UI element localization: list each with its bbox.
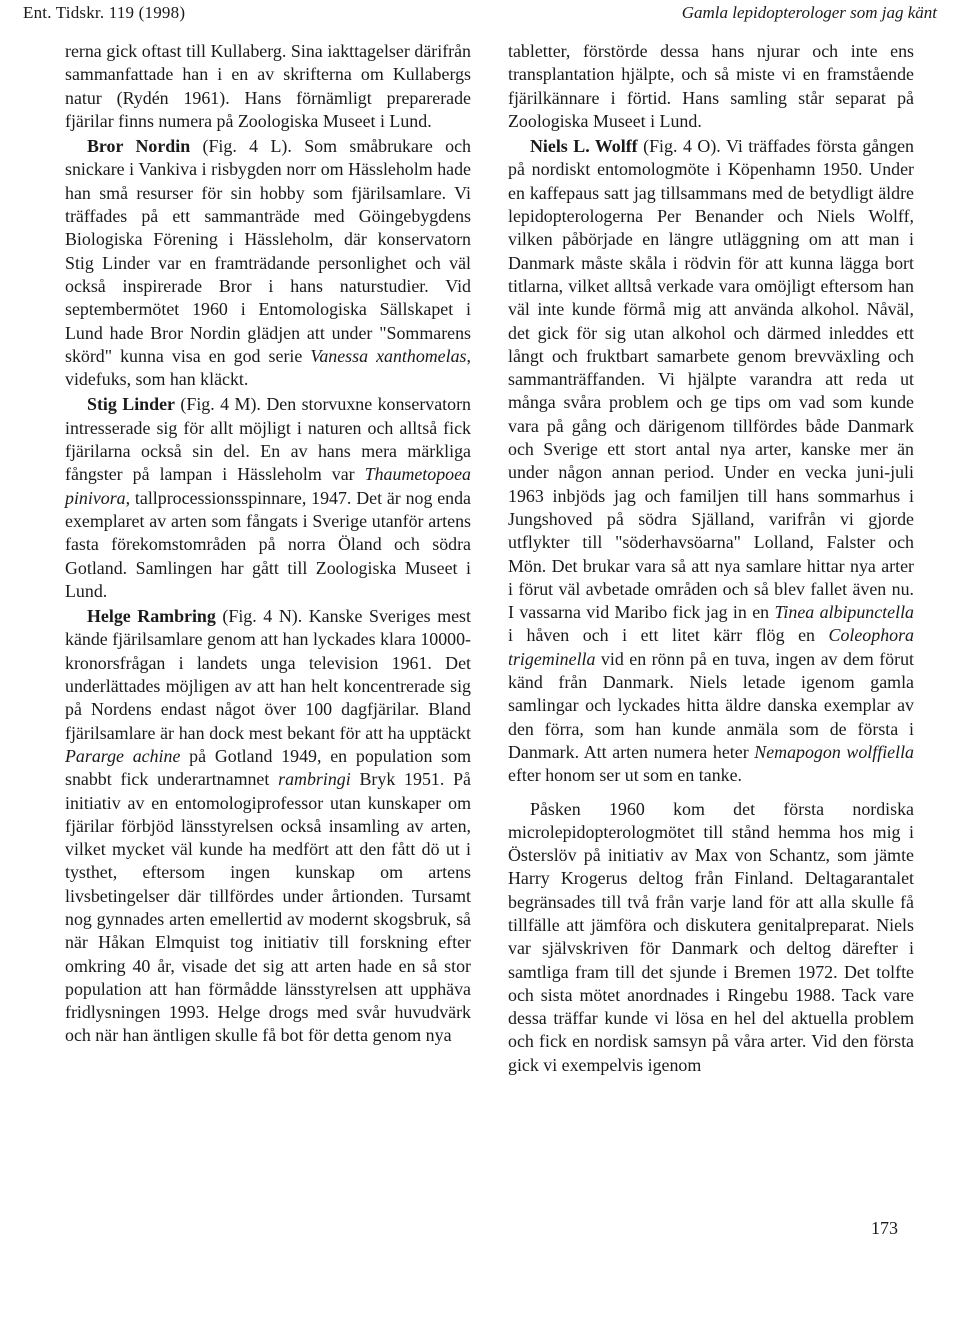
paragraph-text: (Fig. 4 L). Som småbrukare och snickare i Vankiva i risbygden norr om Hässleholm hade han små resurser för sin hobby som fjärilsamlare. Vi träffades på ett sammanträde med Göingebygdens Biologiska Förening i Hässleholm, där konservatorn Stig Linder var en framträdande personlighet och väl också inspirerade Bror i hans naturstudier. Vid septembermötet 1960 i Entomologiska Sällskapet i Lund hade Bror Nordin glädjen att under "Sommarens skörd" kunna visa en god serie	[65, 136, 472, 366]
page-number: 173	[871, 1218, 898, 1238]
paragraph-easter-1960: Påsken 1960 kom det första nordiska microlepidopterologmötet till stånd hemma hos mig i Österslöv på initiativ av Max von Schantz, som jämte Harry Krogerus deltog från Finland. Deltagarantalet begränsades till två från varje land för att alla skulle få tillfälle att jämföra och diskutera genitalpreparat. Niels var självskriven för Danmark och deltog därefter i samtliga fram till det sjunde i Bremen 1972. Det tolfte och sista mötet anordnades i Ringebu 1988. Tack vare dessa träffar kunde vi lösa en hel del aktuella problem och fick en nordisk samsyn på våra arter. Vid den första gick vi exempelvis igenom	[508, 798, 914, 1075]
paragraph-niels-wolff	[508, 135, 914, 787]
paragraph-kullaberg: rerna gick oftast till Kullaberg. Sina iakttagelser därifrån sammanfattade han i en av skrifterna om Kullabergs natur (Rydén 1961). Hans förnämligt preparerade fjärilar finns numera på Zoologiska Museet i Lund.	[65, 41, 471, 131]
paragraph-text: (Fig. 4 O). Vi träffades första gången på nordiskt entomologmöte i Köpenhamn 1950. Under en kaffepaus satt jag tillsammans med de betydligt äldre lepidopterologerna Per Benander och Niels Wolff, vilken påbörjade en längre utläggning om att man i Danmark måste skåla i rödvin för att kunna lägga bort titlarna, vilket alltså verkade vara omöjligt eftersom han väl inte kunde förmå mig att använda alkohol. Nåväl, det gick för sig utan alkohol och därmed inleddes ett långt och fruktbart samarbete genom brevväxling och sammanträffanden. Vi hjälpte varandra att reda ut många svåra problem och ge tips om vad som kunde vara på gång och därigenom tillfördes både Danmark och Sverige ett stort antal nya arter, kanske mer än under någon annan period. Under en vecka juni-juli 1963 inbjöds jag och familjen till hans sommarhus i Jungshoved på södra Själland, varifrån vi gjorde utflykter till "söderhavsöarna" Lolland, Falster och Mön. Det brukar vara så att nya samlare hittar nya arter i förut väl avbetade områden och så blev fallet även nu. I vassarna vid Maribo fick jag in en	[508, 136, 914, 623]
species-name: Thaumetopoea pinivora	[65, 464, 471, 508]
paragraph-bror-nordin	[65, 135, 471, 391]
paragraph-text: i håven och i ett litet kärr flög en	[508, 625, 829, 646]
paragraph-rambring-end: tabletter, förstörde dessa hans njurar och inte ens transplantation hjälpte, och så miste vi en framstående fjärilkännare i förtid. Hans samling står separat på Zoologiska Museet i Lund.	[508, 41, 914, 131]
paragraph-text: (Fig. 4 N). Kanske Sveriges mest kände fjärilsamlare genom att han lyckades klara 10000-kronorsfrågan i landets unga television 1961. Det underlättades möjligen av att han helt koncentrerade sig på Nordens endast något över 100 dagfjärilar. Bland fjärilsamlare är han dock mest bekant för att ha upptäckt	[65, 606, 471, 743]
paragraph-text: , tallprocessionsspinnare, 1947. Det är nog enda exemplaret av arten som fångats i Sverige utanför artens fasta förekomstområden på norra Öland och södra Gotland. Samlingen har gått till Zoologiska Museet i Lund.	[65, 487, 471, 601]
right-column	[508, 40, 914, 1077]
paragraph-text: på Gotland 1949, en population som snabbt fick underartnamnet	[65, 745, 471, 790]
person-name-niels-wolff: Niels L. Wolff	[530, 136, 638, 157]
species-name: Nemapogon wolffiella	[754, 741, 914, 762]
species-name: Pararge achine	[65, 745, 181, 766]
person-name-helge-rambring: Helge Rambring	[87, 606, 216, 627]
paragraph-text: , videfuks, som han kläckt.	[65, 345, 471, 390]
paragraph-helge-rambring	[65, 605, 471, 1048]
journal-header: Ent. Tidskr. 119 (1998)	[23, 3, 186, 22]
species-name: Coleophora trigeminella	[508, 625, 914, 669]
paragraph-text: (Fig. 4 M). Den storvuxne konservatorn intresserade sig för allt möjligt i naturen och alltså fick fjärilarna också sin del. En av hans mera märkliga fångster på lampan i Hässleholm var	[65, 394, 472, 485]
paragraph-text: efter honom ser ut som en tanke.	[508, 765, 743, 786]
left-column	[65, 40, 471, 1048]
paragraph-stig-linder	[65, 393, 471, 603]
running-title: Gamla lepidopterologer som jag känt	[681, 3, 937, 22]
species-name: Vanessa xanthomelas	[310, 345, 467, 366]
species-name: rambringi	[278, 769, 351, 790]
paragraph-text: vid en rönn på en tuva, ingen av dem förut känd från Danmark. Niels letade igenom gamla samlingar och lyckades hitta äldre danska exemplar av den förra, som han kunde anmäla som de första i Danmark. Att arten numera heter	[508, 648, 914, 762]
person-name-stig-linder: Stig Linder	[87, 394, 175, 415]
paragraph-text: Bryk 1951. På initiativ av en entomologiprofessor utan kunskaper om fjärilar förbjöd länsstyrelsen också insamling av arten, vilket mycket väl kunde ha medfört att den fått dö ut i tysthet, eftersom ingen kunskap om artens livsbetingelser där tillfördes under årtionden. Tursamt nog gynnades arten emellertid av modernt skogsbruk, så när Håkan Elmquist tog initiativ till forskning efter omkring 40 år, visade det sig att arten hade en så stor population att han förmådde länsstyrelsen att upphäva fridlysningen 1993. Helge drogs med svår huvudvärk och när han äntligen skulle få bot för detta genom nya	[65, 769, 471, 1046]
species-name: Tinea albipunctella	[774, 602, 914, 623]
person-name-bror-nordin: Bror Nordin	[87, 136, 191, 157]
